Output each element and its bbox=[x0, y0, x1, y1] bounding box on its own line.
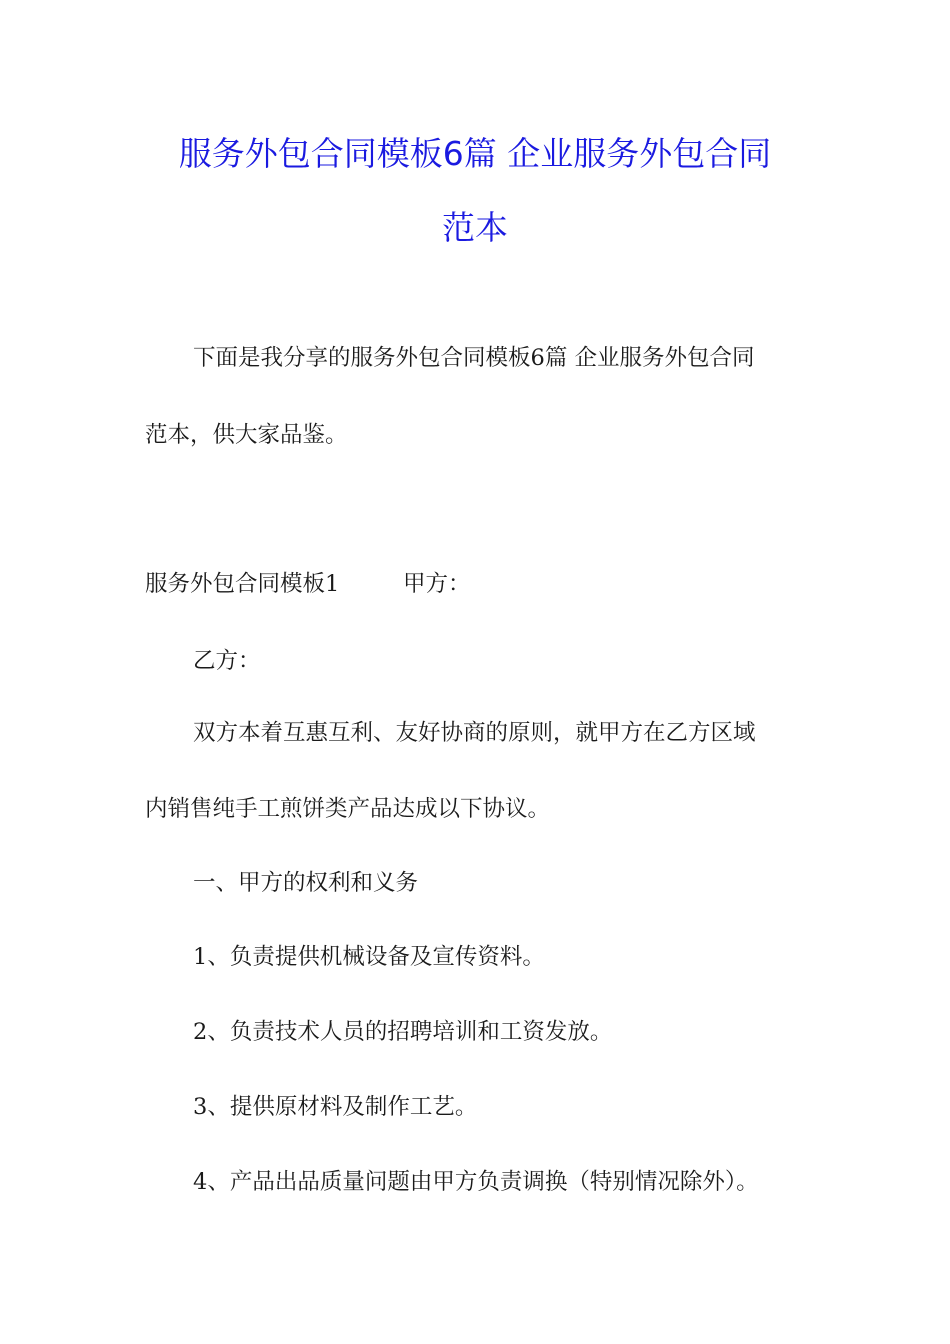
party-a-label: 甲方： bbox=[403, 571, 471, 597]
preamble-line-1: 双方本着互惠互利、友好协商的原则，就甲方在乙方区域 bbox=[193, 720, 756, 746]
list-item: 1、负责提供机械设备及宣传资料。 bbox=[193, 944, 545, 970]
party-b-label: 乙方： bbox=[193, 648, 261, 674]
intro-paragraph-line-2: 范本，供大家品鉴。 bbox=[145, 422, 348, 448]
contract-heading: 服务外包合同模板1 bbox=[145, 571, 340, 597]
contract-heading-row bbox=[145, 569, 471, 599]
clause-title-party-a-rights: 一、甲方的权利和义务 bbox=[193, 870, 419, 896]
preamble-line-2: 内销售纯手工煎饼类产品达成以下协议。 bbox=[145, 796, 551, 822]
intro-paragraph-line-1: 下面是我分享的服务外包合同模板6篇 企业服务外包合同 bbox=[193, 345, 755, 371]
list-item: 3、提供原材料及制作工艺。 bbox=[193, 1094, 478, 1120]
document-title-line-1: 服务外包合同模板6篇 企业服务外包合同 bbox=[178, 134, 772, 173]
document-title-line-2: 范本 bbox=[442, 208, 508, 247]
list-item: 2、负责技术人员的招聘培训和工资发放。 bbox=[193, 1019, 613, 1045]
list-item: 4、产品出品质量问题由甲方负责调换（特别情况除外）。 bbox=[193, 1169, 759, 1195]
